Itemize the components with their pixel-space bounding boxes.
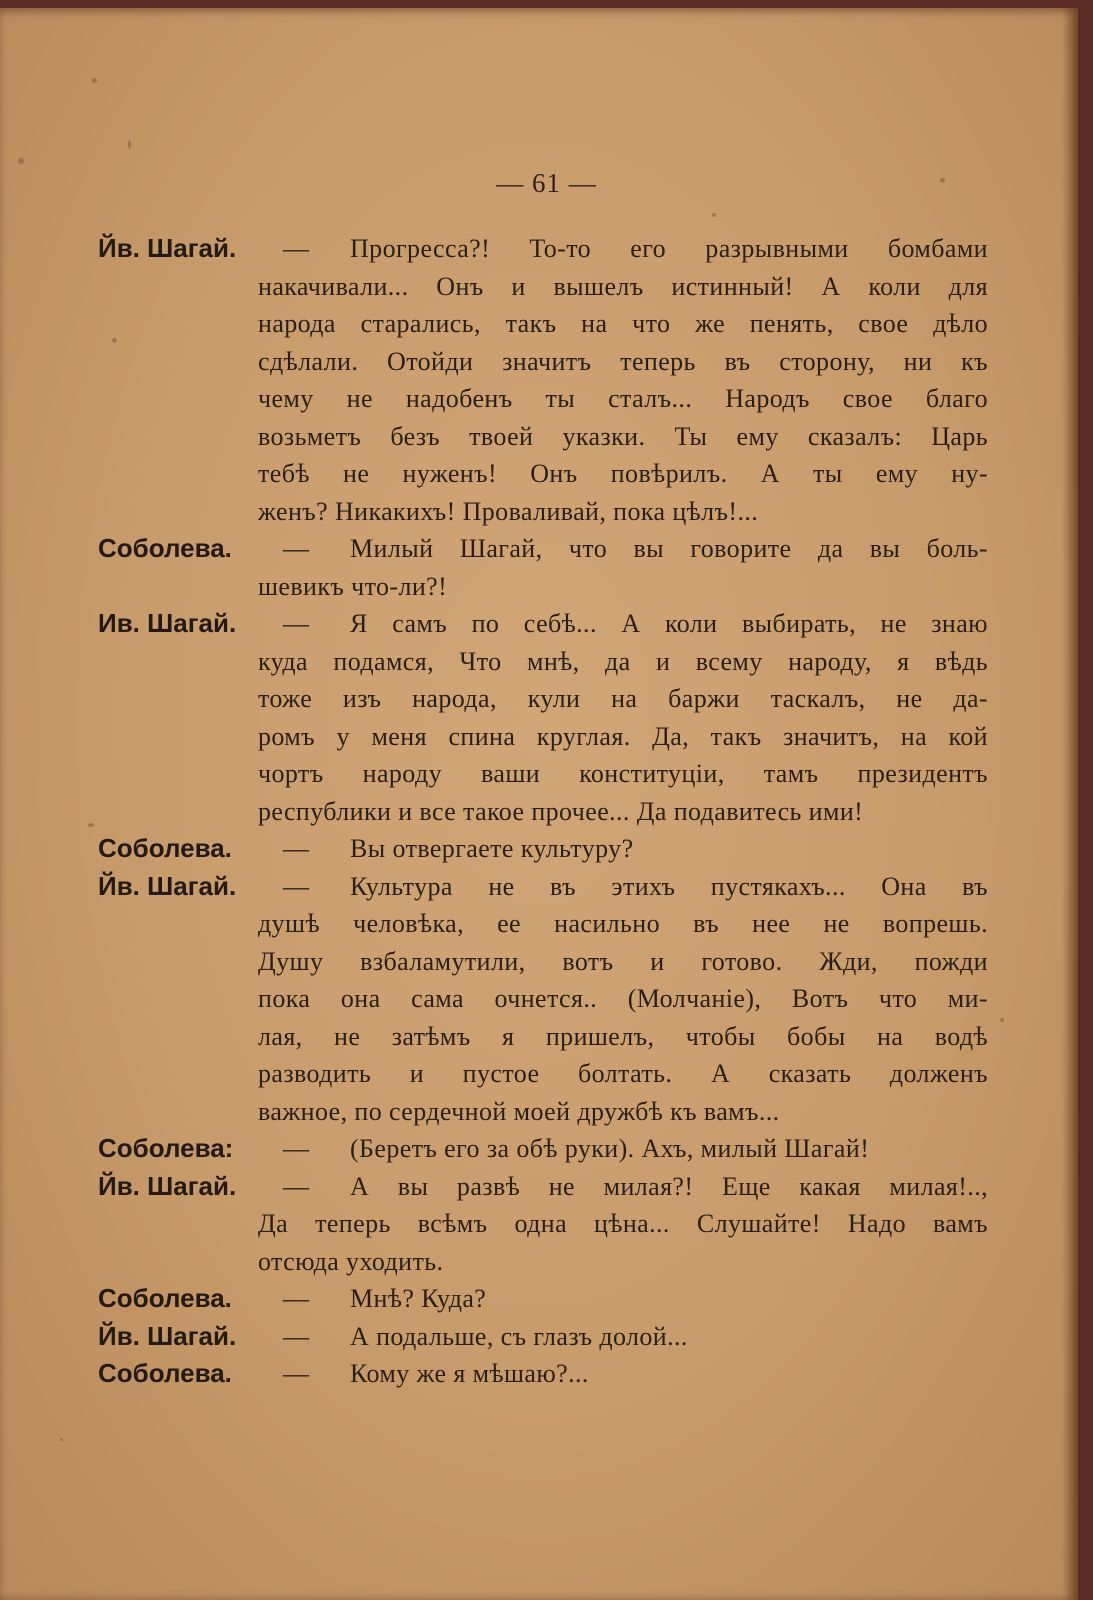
paper-speck xyxy=(128,140,131,149)
speech-dash: — xyxy=(283,1134,309,1163)
speech-dash: — xyxy=(283,234,309,263)
speech-dash: — xyxy=(283,871,309,901)
speech-line: тебѣ не нуженъ! Онъ повѣрилъ. А ты ему ну- xyxy=(258,459,988,488)
dialogue-entry xyxy=(98,605,988,830)
speech-text xyxy=(258,230,988,530)
speech-line: республики и все такое прочее... Да подавитесь ими! xyxy=(258,796,864,826)
speech-text xyxy=(258,1280,988,1318)
speech-line: женъ? Никакихъ! Проваливай, пока цѣлъ!... xyxy=(258,496,759,526)
speech-line: накачивали... Онъ и вышелъ истинный! А коли для xyxy=(258,271,988,301)
speech-text xyxy=(258,830,988,868)
speech-line: Вы отвергаете культуру? xyxy=(350,834,634,863)
speech-dash: — xyxy=(283,1284,309,1313)
dialogue-entry xyxy=(98,830,988,868)
dialogue-entry xyxy=(98,1280,988,1318)
speech-dash: — xyxy=(283,609,309,638)
paper-speck xyxy=(92,78,97,83)
speech-line: Культура не въ этихъ пустякахъ... Она въ xyxy=(350,871,988,901)
speaker-name: Йв. Шагай. xyxy=(98,233,237,263)
speech-line: чему не надобенъ ты сталъ... Народъ свое благо xyxy=(258,384,988,413)
speech-text xyxy=(258,530,988,605)
speech-text xyxy=(258,1168,988,1281)
speaker-name: Соболева. xyxy=(98,1358,232,1388)
speaker-name: Ив. Шагай. xyxy=(98,608,237,638)
speech-dash: — xyxy=(283,834,309,863)
speech-line: отсюда уходить. xyxy=(258,1246,444,1276)
dialogue-entry xyxy=(98,1355,988,1393)
speaker-name: Соболева: xyxy=(98,1133,234,1163)
speech-line: сдѣлали. Отойди значитъ теперь въ сторону, ни къ xyxy=(258,346,988,376)
speaker-name: Соболева. xyxy=(98,1283,232,1313)
dialogue-entry xyxy=(98,1318,988,1356)
speech-line: ромъ у меня спина круглая. Да, такъ значитъ, на кой xyxy=(258,721,988,751)
speaker-name: Соболева. xyxy=(98,533,232,563)
speech-line: Я самъ по себѣ... А коли выбирать, не знаю xyxy=(350,609,988,638)
paper-speck xyxy=(88,823,94,827)
speech-line: Милый Шагай, что вы говорите да вы боль- xyxy=(350,534,988,563)
speech-line: Кому же я мѣшаю?... xyxy=(350,1359,589,1388)
speech-text xyxy=(258,1130,988,1168)
speech-line: (Беретъ его за обѣ руки). Ахъ, милый Шагай! xyxy=(350,1134,870,1163)
speech-text xyxy=(258,605,988,830)
speech-line: куда подамся, Что мнѣ, да и всему народу, я вѣдь xyxy=(258,646,988,676)
speaker-name: Йв. Шагай. xyxy=(98,870,237,901)
speech-line: Душу взбаламутили, вотъ и готово. Жди, пожди xyxy=(258,946,988,976)
dialogue xyxy=(98,230,988,1393)
speech-dash: — xyxy=(283,534,309,563)
dialogue-entry xyxy=(98,530,988,605)
speech-line: А вы развѣ не милая?! Еще какая милая!.., xyxy=(350,1171,988,1201)
paper-speck xyxy=(18,158,24,164)
speech-line: Прогресса?! То-то его разрывными бомбами xyxy=(350,234,988,263)
speech-line: возьметъ безъ твоей указки. Ты ему сказалъ: Царь xyxy=(258,421,988,451)
paper-speck xyxy=(712,213,716,217)
speech-line: А подальше, съ глазъ долой... xyxy=(350,1321,688,1351)
speaker-name: Йв. Шагай. xyxy=(98,1170,237,1201)
speech-line: шевикъ что-ли?! xyxy=(258,571,448,601)
dialogue-entry xyxy=(98,230,988,530)
page-edge-shadow xyxy=(1062,8,1078,1600)
speaker-name: Соболева. xyxy=(98,833,232,863)
book-page xyxy=(0,8,1078,1600)
speech-line: пока она сама очнется.. (Молчаніе), Вотъ что ми- xyxy=(258,984,988,1013)
dialogue-entry xyxy=(98,1130,988,1168)
speech-line: важное, по сердечной моей дружбѣ къ вамъ... xyxy=(258,1096,780,1126)
speech-dash: — xyxy=(283,1171,309,1201)
paper-speck xyxy=(1000,1018,1004,1022)
speech-text xyxy=(258,1355,988,1393)
dialogue-entry xyxy=(98,1168,988,1281)
paper-speck xyxy=(60,1438,63,1441)
speech-line: разводить и пустое болтать. А сказать долженъ xyxy=(258,1059,988,1088)
speech-dash: — xyxy=(283,1321,309,1351)
speech-text xyxy=(258,1318,988,1356)
dialogue-entry xyxy=(98,868,988,1131)
page-number: — 61 — xyxy=(496,168,597,198)
speech-line: душѣ человѣка, ее насильно въ нее не вопрешь. xyxy=(258,909,988,938)
speech-line: Мнѣ? Куда? xyxy=(350,1284,487,1313)
speech-line: лая, не затѣмъ я пришелъ, чтобы бобы на водѣ xyxy=(258,1021,988,1051)
speech-line: народа старались, такъ на что же пенять, свое дѣло xyxy=(258,309,988,338)
speech-dash: — xyxy=(283,1359,309,1388)
speech-text xyxy=(258,868,988,1131)
speech-line: тоже изъ народа, кули на баржи таскалъ, не да- xyxy=(258,684,988,713)
speech-line: чортъ народу ваши конституціи, тамъ президентъ xyxy=(258,759,988,788)
speech-line: Да теперь всѣмъ одна цѣна... Слушайте! Надо вамъ xyxy=(258,1209,988,1238)
speaker-name: Йв. Шагай. xyxy=(98,1320,237,1351)
